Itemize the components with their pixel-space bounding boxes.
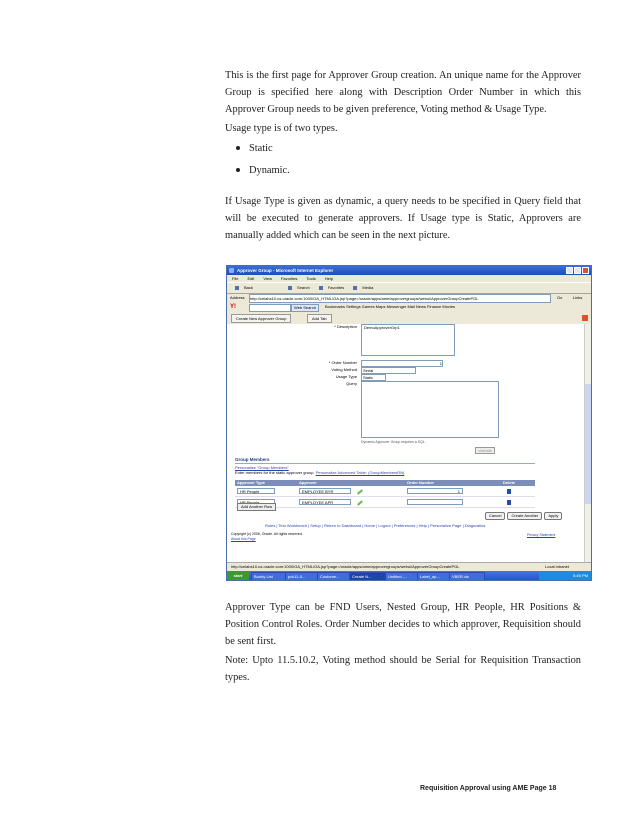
menu-bar <box>227 275 591 282</box>
usage-type-select[interactable]: Static <box>361 374 386 381</box>
status-url: http://celabs10.us.oracle.com:1000/OA_HTML/OA.jsp?page=/oracle/apps/ame/approvergroups/webui/ApproverGroupCreatePGL <box>231 564 460 569</box>
bullet-dynamic: Dynamic. <box>236 164 290 178</box>
about-page-link[interactable]: About this Page <box>231 537 256 541</box>
cancel-button[interactable]: Cancel <box>485 512 505 520</box>
create-another-button[interactable]: Create Another <box>507 512 542 520</box>
approver-group-screenshot <box>226 265 592 581</box>
star-icon <box>319 286 323 290</box>
media-button[interactable]: Media <box>349 285 373 290</box>
go-button[interactable]: Go <box>557 295 563 300</box>
menu-view[interactable]: View <box>263 276 272 281</box>
address-bar <box>227 293 591 302</box>
usage-explanation-paragraph: If Usage Type is given as dynamic, a query needs to be specified in Query field that will be executed to generate approvers. If Usage type is Static, Approvers are manually added which can be seen in the next picture. <box>225 196 581 241</box>
links-button[interactable]: Links <box>573 295 583 300</box>
taskbar-item[interactable]: Label_ap... <box>417 572 453 581</box>
add-tab-button[interactable]: Add Tab <box>307 314 332 323</box>
zone-indicator: Local intranet <box>545 564 570 569</box>
taskbar-item[interactable]: Buddy List <box>251 572 289 581</box>
group-members-title: Group Members <box>235 457 270 462</box>
search-approver-icon[interactable] <box>357 489 363 494</box>
query-label: Query <box>346 381 357 386</box>
web-search-button[interactable]: Web Search <box>291 304 319 312</box>
order-number-field[interactable]: 1 <box>361 360 443 367</box>
bullet-static: Static <box>236 142 273 156</box>
page-content <box>227 324 585 562</box>
query-hint: Dynamic Approver Group requires a SQL. <box>361 440 426 444</box>
approver-field[interactable]: EMPLOYEE BYR <box>299 488 351 494</box>
validate-button[interactable]: Validate <box>475 447 495 454</box>
menu-favorites[interactable]: Favorites <box>280 276 298 281</box>
table-row <box>235 497 535 508</box>
status-bar <box>227 562 591 571</box>
col-approver: Approver <box>299 480 317 485</box>
usage-type-label: Usage Type <box>335 374 357 379</box>
back-button[interactable]: Back <box>231 285 253 290</box>
menu-help[interactable]: Help <box>324 276 333 281</box>
delete-icon[interactable] <box>507 489 511 494</box>
section-divider <box>235 463 535 464</box>
privacy-statement-link[interactable]: Privacy Statement <box>527 533 556 537</box>
table-row <box>235 486 535 497</box>
close-icon[interactable] <box>582 267 589 274</box>
voting-method-label: Voting Method <box>331 367 357 372</box>
taskbar-item[interactable]: VBER.xls <box>449 572 485 581</box>
address-input[interactable]: http://celabs10.us.oracle.com:1000/OA_HTML/OA.jsp?page=/oracle/apps/ame/approvergroups/webui/ApproverGroupCreatePGL <box>249 294 551 303</box>
add-another-row-button[interactable]: Add Another Row <box>237 503 276 511</box>
media-icon <box>353 286 357 290</box>
usage-type-paragraph: Usage type is of two types. <box>225 123 338 134</box>
vertical-scrollbar[interactable] <box>584 324 591 562</box>
personalize-table-link[interactable]: Personalize Advanced Table: (GroupMembersRN) <box>315 470 405 475</box>
start-button[interactable]: start <box>227 571 249 580</box>
description-field[interactable]: DemoApproverGrp1 <box>361 324 455 356</box>
yahoo-search-input[interactable] <box>249 304 291 312</box>
menu-edit[interactable]: Edit <box>247 276 255 281</box>
footer-links[interactable]: Roles | Test Workbench | Setup | Return to Dashboard | Home | Logout | Preferences | Help | Personalize Page | Diagnostics <box>265 523 486 528</box>
intro-paragraph: This is the first page for Approver Group creation. An unique name for the Approver Group is specified here along with Description Order Number in which this Approver Group needs to be given preference, Voting method & Usage Type. <box>225 70 581 115</box>
minimize-icon[interactable] <box>566 267 573 274</box>
clock: 5:45 PM <box>573 573 588 578</box>
approver-type-paragraph: Approver Type can be FND Users, Nested Group, HR People, HR Positions & Position Control Roles. Order Number decides to which approver, Requisition should be sent first. <box>225 602 581 647</box>
window-titlebar <box>227 266 591 275</box>
taskbar-item[interactable]: Custome... <box>317 572 353 581</box>
search-approver-icon[interactable] <box>357 500 363 505</box>
yahoo-logo-icon: Y! <box>230 304 236 310</box>
search-icon <box>288 286 292 290</box>
approver-field[interactable]: EMPLOYEE APR <box>299 499 351 505</box>
taskbar-item[interactable]: Create N... <box>349 572 389 581</box>
favorites-button[interactable]: Favorites <box>315 285 344 290</box>
approver-type-select[interactable]: HR People <box>237 488 275 494</box>
note-paragraph: Note: Upto 11.5.10.2, Voting method should be Serial for Requisition Transaction types. <box>225 655 581 683</box>
action-buttons <box>483 512 562 520</box>
apply-button[interactable]: Apply <box>544 512 562 520</box>
bullet-icon <box>236 168 240 172</box>
taskbar-item[interactable]: pck11-0... <box>285 572 321 581</box>
voting-method-select[interactable]: Serial <box>361 367 416 374</box>
order-number-label: * Order Number <box>328 360 357 365</box>
order-number-input[interactable]: 1 <box>407 488 463 494</box>
yahoo-toolbar-items[interactable]: Bookmarks Settings Games Maps Messenger Mail News Finance Movies <box>325 304 456 309</box>
ie-icon <box>229 268 234 273</box>
maximize-icon[interactable] <box>574 267 581 274</box>
delete-icon[interactable] <box>507 500 511 505</box>
yahoo-toolbar <box>227 302 591 312</box>
col-order-number: Order Number <box>407 480 435 485</box>
page-footer: Requisition Approval using AME Page 18 <box>420 785 557 792</box>
menu-tools[interactable]: Tools <box>306 276 316 281</box>
scrollbar-thumb[interactable] <box>585 384 591 504</box>
back-arrow-icon <box>235 286 239 290</box>
address-label: Address <box>230 295 245 300</box>
windows-taskbar <box>227 571 591 580</box>
order-number-input[interactable] <box>407 499 463 505</box>
window-title: Approver Group - Microsoft Internet Explorer <box>237 268 334 273</box>
taskbar-item[interactable]: Untitled -... <box>385 572 421 581</box>
tab-create-approver-group[interactable]: Create New Approver Group <box>231 314 291 323</box>
group-members-instructions: Enter members for the static approver group. Personalize Advanced Table: (GroupMembersRN) <box>235 470 405 475</box>
bullet-icon <box>236 146 240 150</box>
description-label: * Description <box>334 324 357 329</box>
menu-file[interactable]: File <box>232 276 239 281</box>
system-tray <box>539 571 591 580</box>
col-delete: Delete <box>503 480 516 485</box>
close-tab-icon[interactable] <box>582 315 588 321</box>
group-members-table <box>235 480 535 508</box>
browser-tabs <box>227 313 591 323</box>
copyright-text: Copyright (c) 2006, Oracle. All rights reserved. <box>231 532 303 536</box>
col-approver-type: Approver Type <box>237 480 265 485</box>
search-button[interactable]: Search <box>284 285 310 290</box>
personalize-group-members-link[interactable]: Personalize "Group Members" <box>235 465 289 470</box>
query-textarea[interactable] <box>361 381 499 438</box>
